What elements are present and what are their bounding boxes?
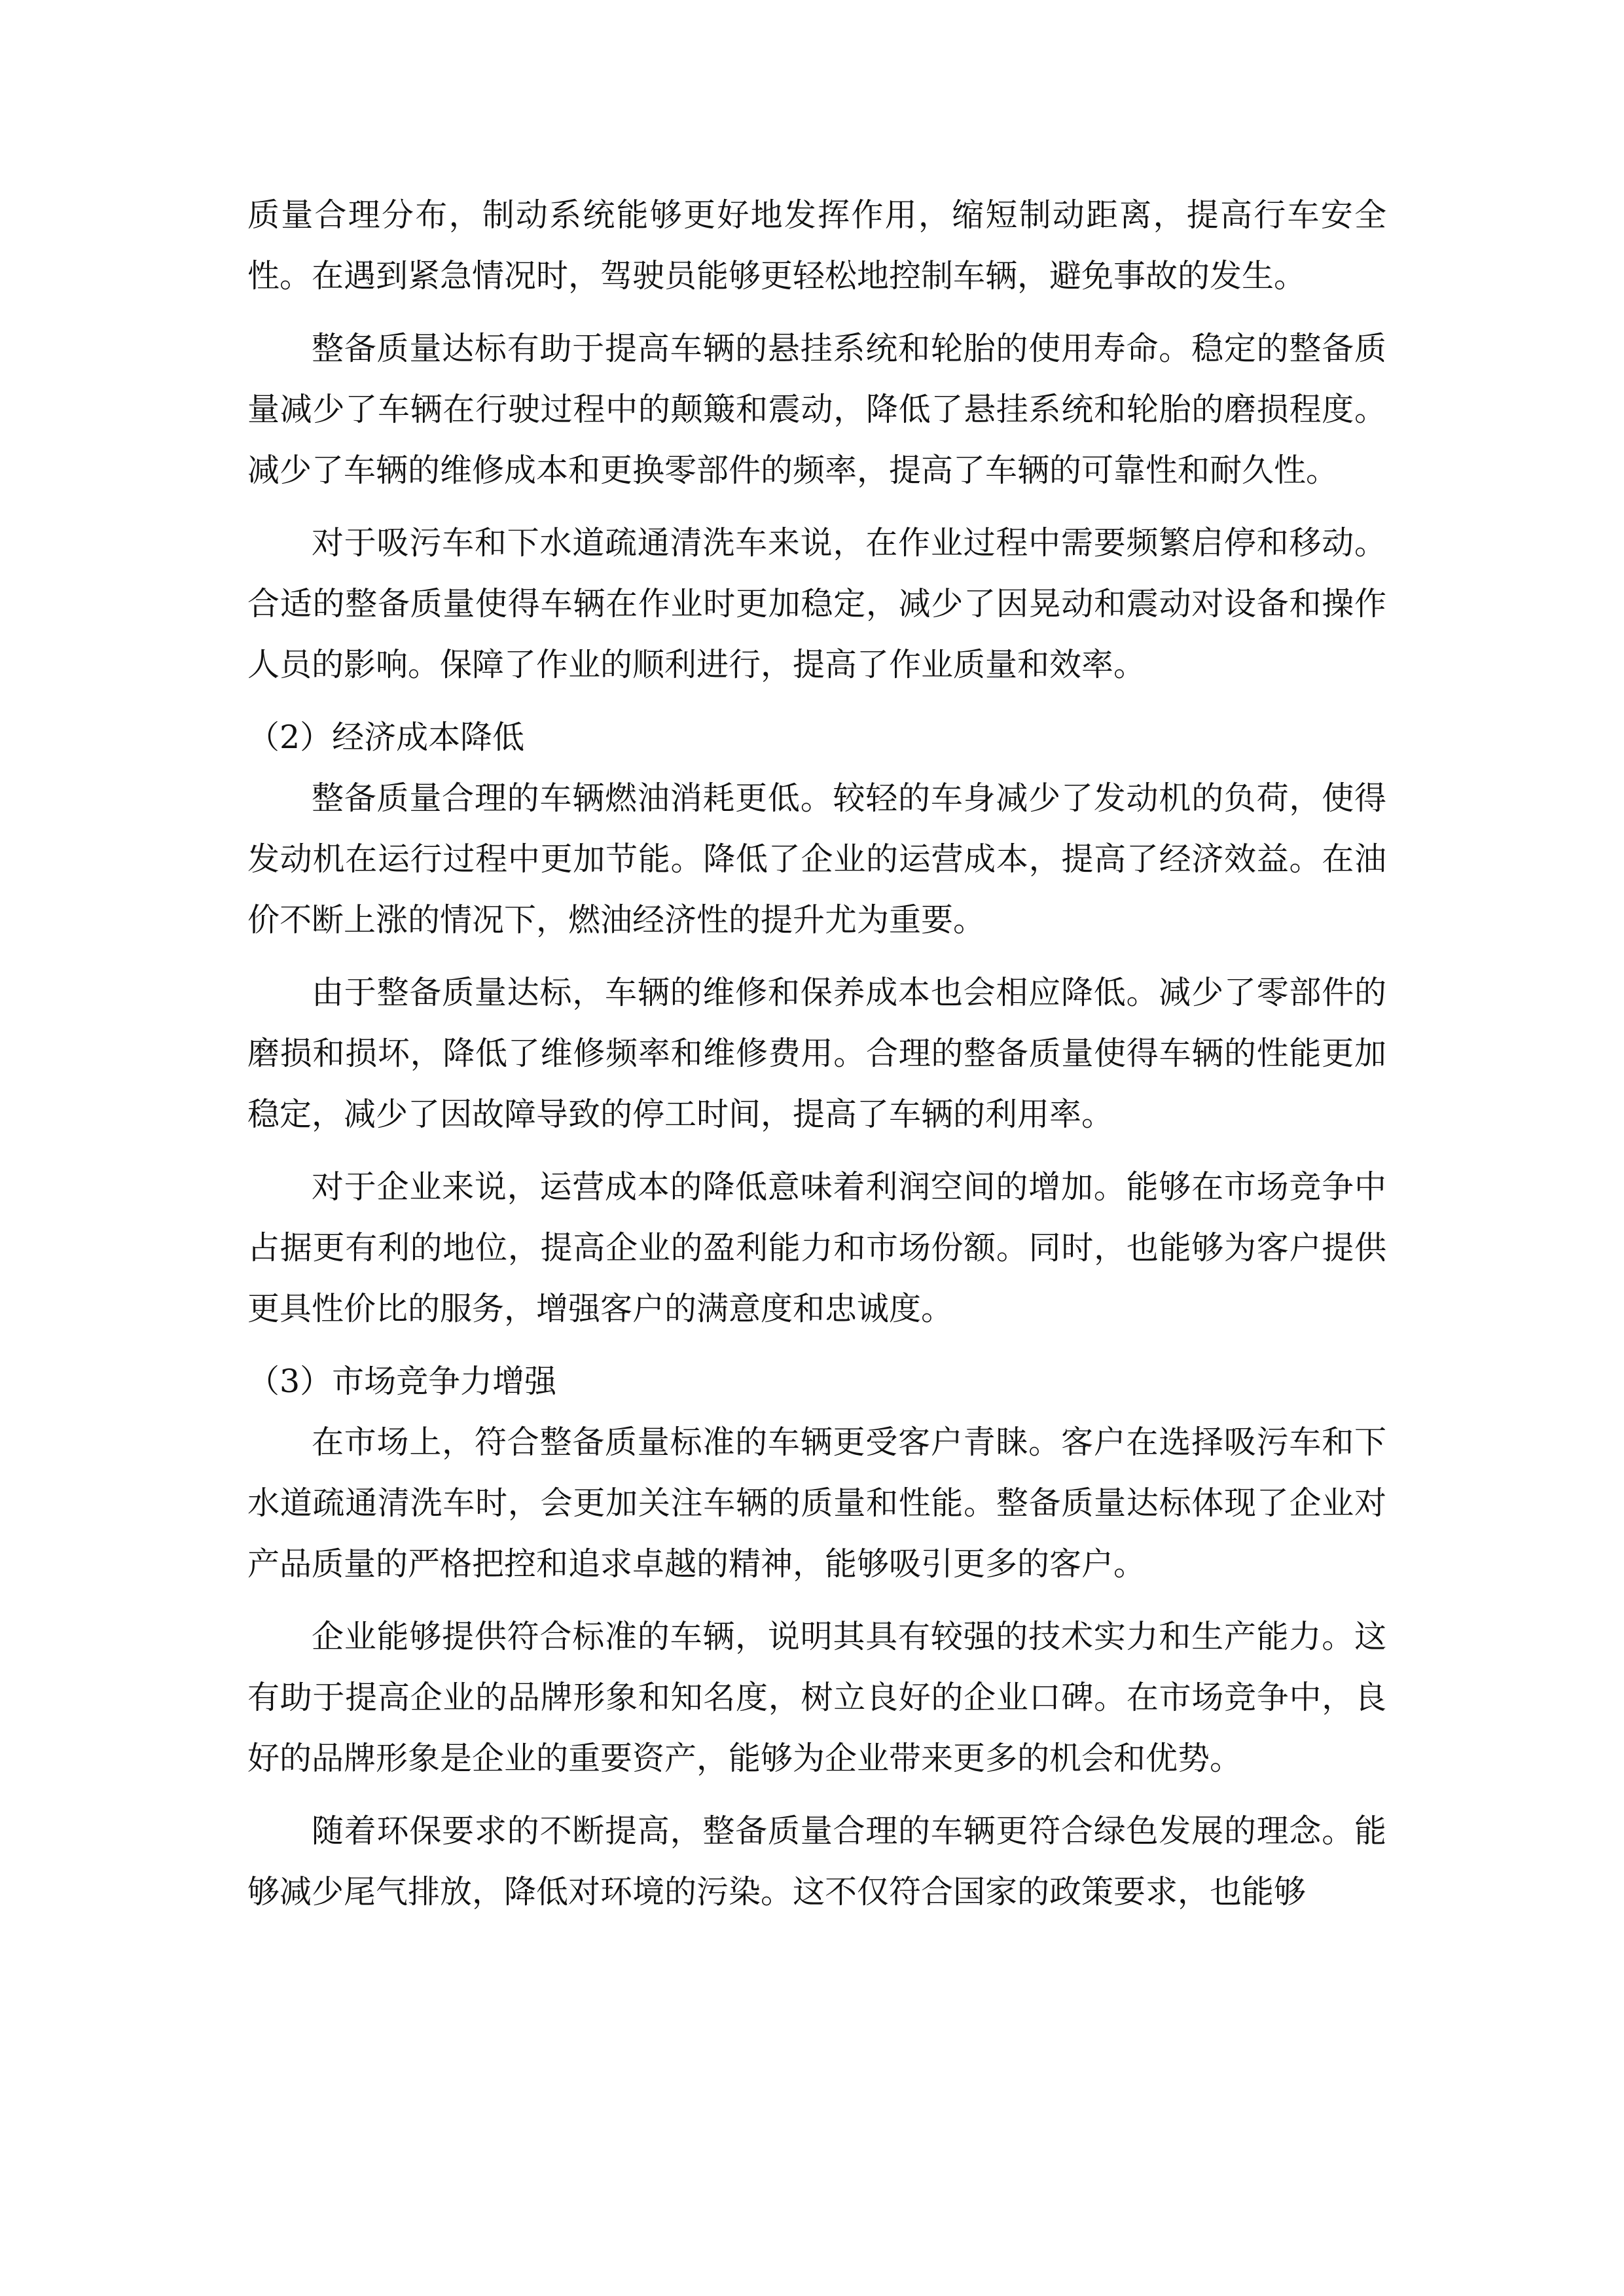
paragraph-fuel-consumption: 整备质量合理的车辆燃油消耗更低。较轻的车身减少了发动机的负荷，使得发动机在运行过程中更加节能。降低了企业的运营成本，提高了经济效益。在油价不断上涨的情况下，燃油经济性的提升尤为重要。 <box>247 780 1386 939</box>
paragraph-operating-cost: 对于企业来说，运营成本的降低意味着利润空间的增加。能够在市场竞争中占据更有利的地位，提高企业的盈利能力和市场份额。同时，也能够为客户提供更具性价比的服务，增强客户的满意度和忠诚度。 <box>247 1168 1386 1327</box>
section-heading-economic-cost: （2）经济成本降低 <box>247 719 525 756</box>
paragraph-customer-preference: 在市场上，符合整备质量标准的车辆更受客户青睐。客户在选择吸污车和下水道疏通清洗车时，会更加关注车辆的质量和性能。整备质量达标体现了企业对产品质量的严格把控和追求卓越的精神，能够吸引更多的客户。 <box>247 1424 1386 1583</box>
paragraph-environmental: 随着环保要求的不断提高，整备质量合理的车辆更符合绿色发展的理念。能够减少尾气排放，降低对环境的污染。这不仅符合国家的政策要求，也能够 <box>247 1812 1386 1910</box>
paragraph-suspension-tire-life: 整备质量达标有助于提高车辆的悬挂系统和轮胎的使用寿命。稳定的整备质量减少了车辆在行驶过程中的颠簸和震动，降低了悬挂系统和轮胎的磨损程度。减少了车辆的维修成本和更换零部件的频率，提高了车辆的可靠性和耐久性。 <box>247 330 1386 489</box>
paragraph-brand-image: 企业能够提供符合标准的车辆，说明其具有较强的技术实力和生产能力。这有助于提高企业的品牌形象和知名度，树立良好的企业口碑。在市场竞争中，良好的品牌形象是企业的重要资产，能够为企业带来更多的机会和优势。 <box>247 1618 1386 1777</box>
body-text <box>247 185 1386 1934</box>
paragraph-continuation: 质量合理分布，制动系统能够更好地发挥作用，缩短制动距离，提高行车安全性。在遇到紧急情况时，驾驶员能够更轻松地控制车辆，避免事故的发生。 <box>247 196 1386 295</box>
paragraph-maintenance-cost: 由于整备质量达标，车辆的维修和保养成本也会相应降低。减少了零部件的磨损和损坏，降低了维修频率和维修费用。合理的整备质量使得车辆的性能更加稳定，减少了因故障导致的停工时间，提高了车辆的利用率。 <box>247 974 1386 1133</box>
paragraph-operation-stability: 对于吸污车和下水道疏通清洗车来说，在作业过程中需要频繁启停和移动。合适的整备质量使得车辆在作业时更加稳定，减少了因晃动和震动对设备和操作人员的影响。保障了作业的顺利进行，提高了作业质量和效率。 <box>247 524 1386 683</box>
section-heading-market-competitiveness: （3）市场竞争力增强 <box>247 1363 557 1400</box>
